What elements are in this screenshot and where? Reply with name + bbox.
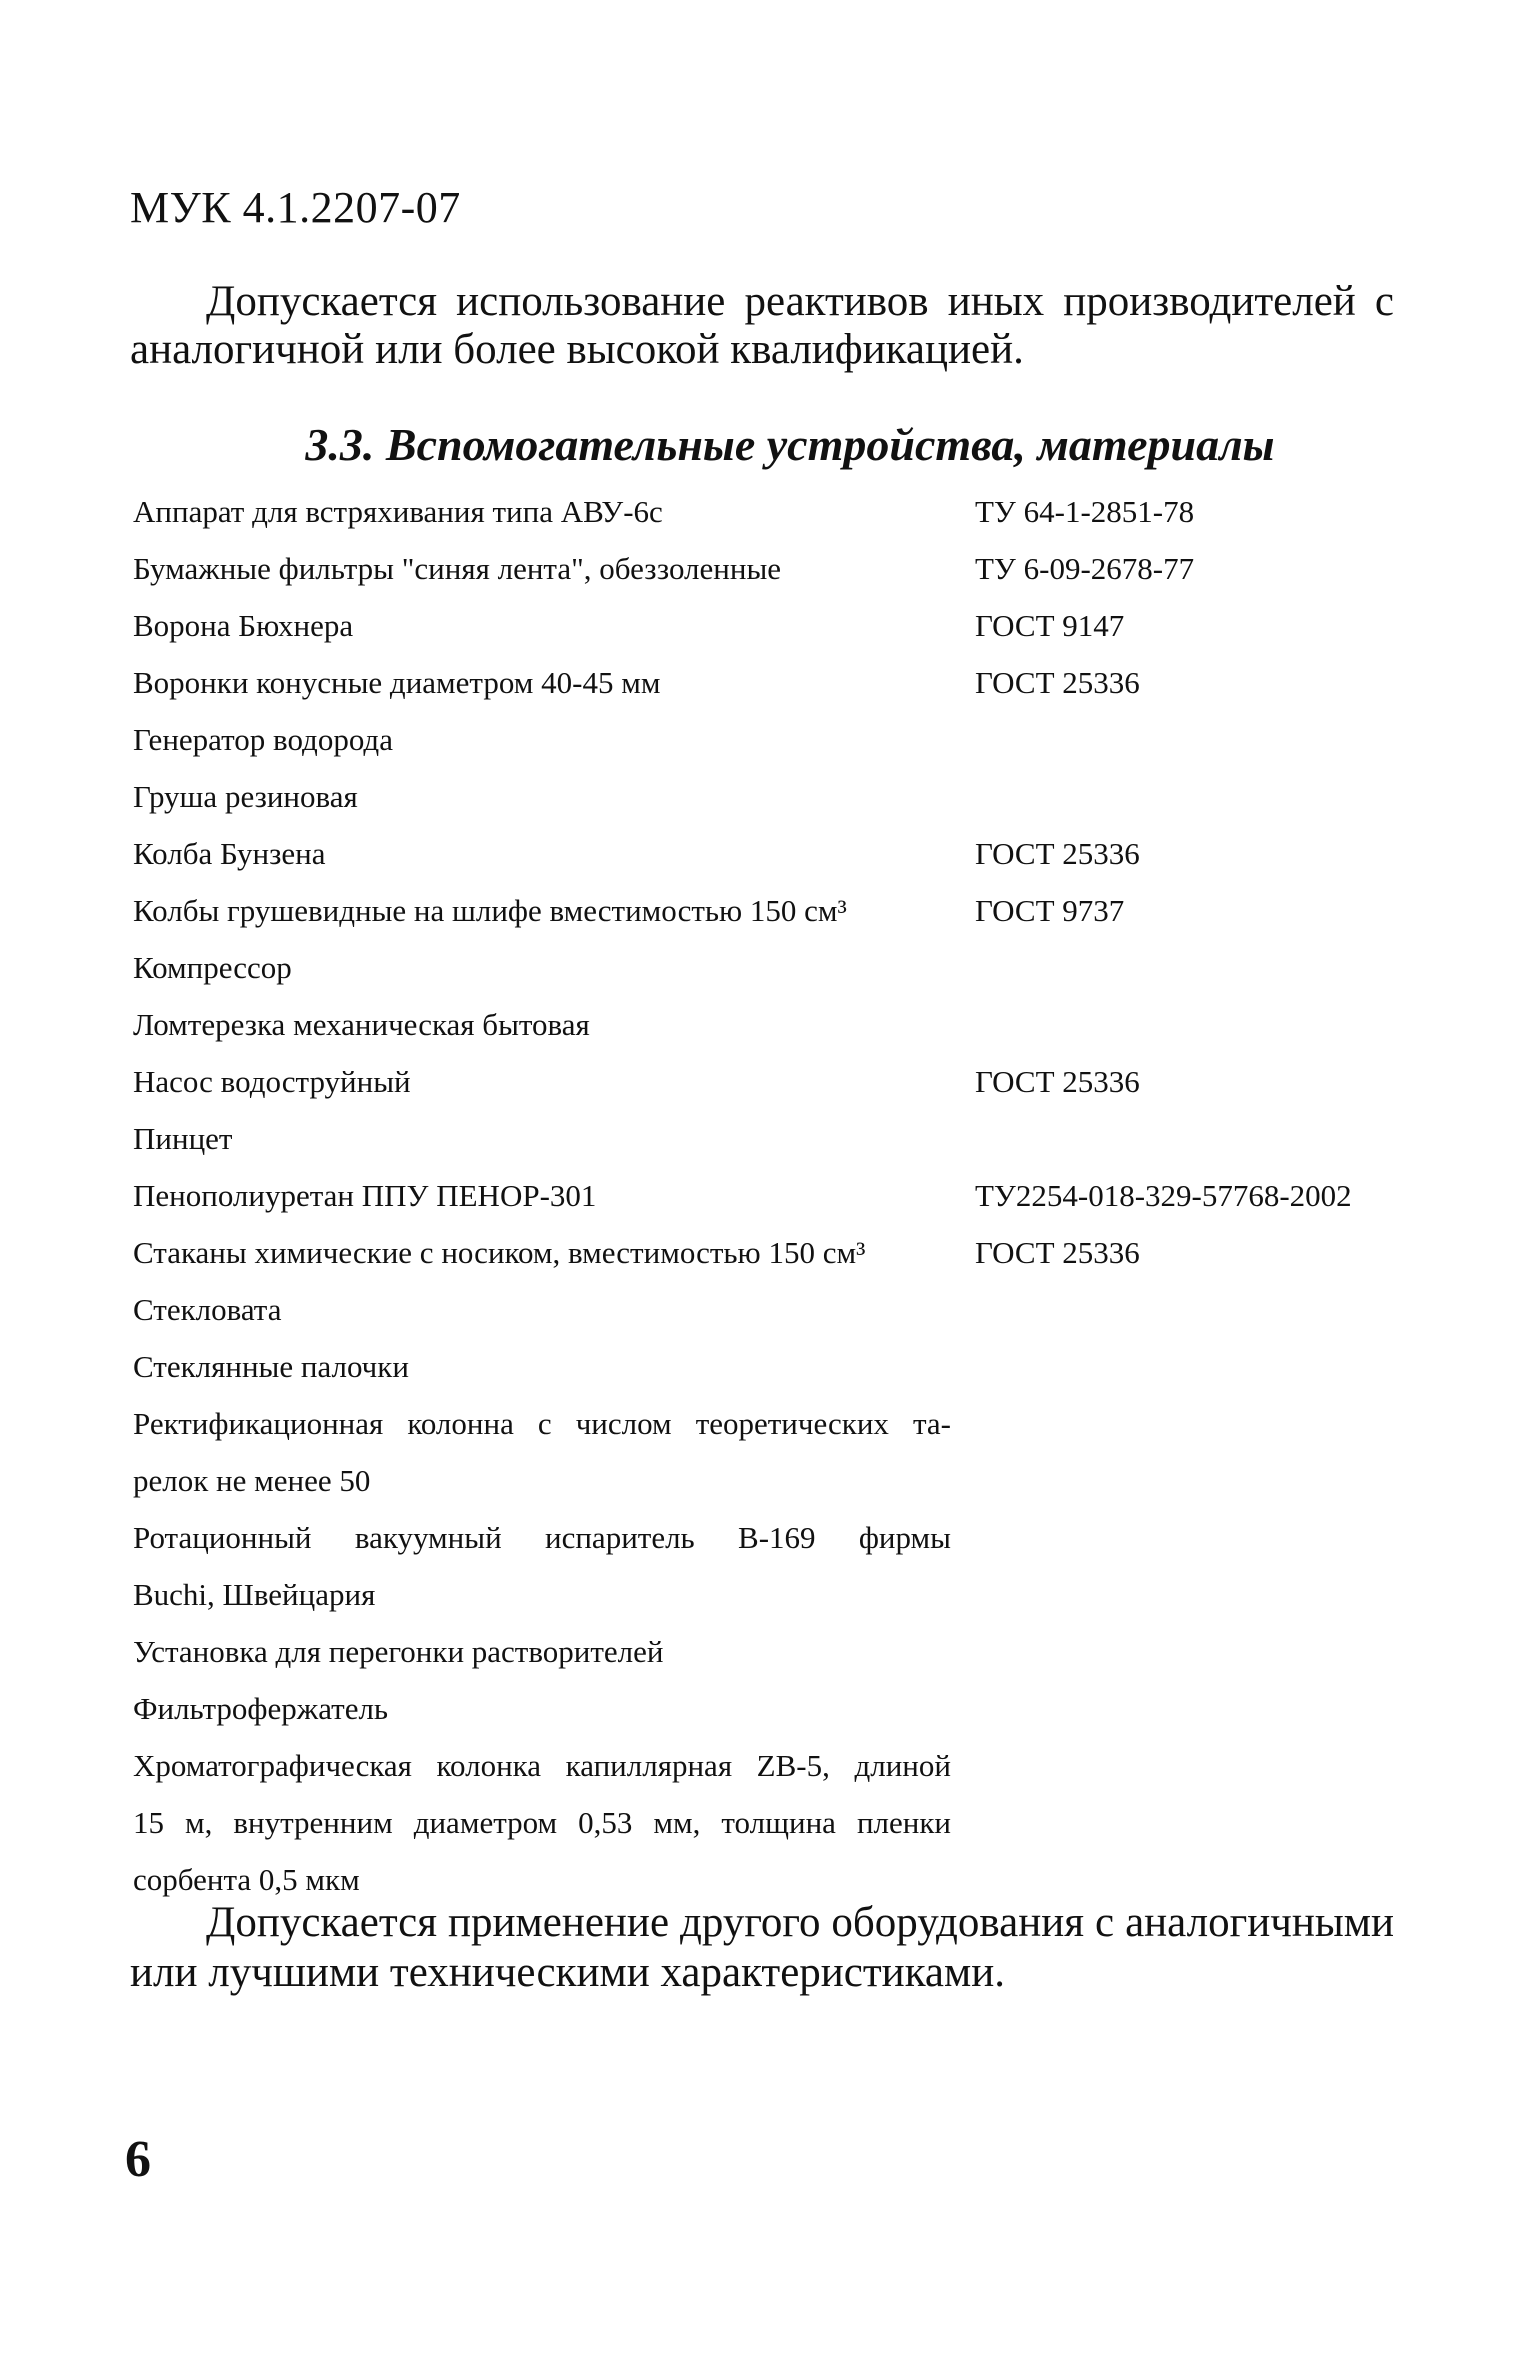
equipment-name: сорбента 0,5 мкм: [133, 1862, 360, 1897]
intro-paragraph-text: Допускается использование реактивов иных производителей с аналогичной или более высокой квалификацией.: [130, 278, 1394, 373]
equipment-name: Ломтерезка механическая бытовая: [133, 1007, 590, 1042]
outro-paragraph: [130, 1898, 1394, 1998]
equipment-row: [133, 1167, 1393, 1224]
equipment-name: Воронки конусные диаметром 40-45 мм: [133, 665, 661, 700]
equipment-row: [133, 1395, 1393, 1452]
equipment-standard: ТУ2254-018-329-57768-2002: [975, 1178, 1352, 1213]
equipment-name: Груша резиновая: [133, 779, 358, 814]
equipment-row: [133, 882, 1393, 939]
equipment-row: [133, 1566, 1393, 1623]
equipment-row: [133, 597, 1393, 654]
equipment-name: Колбы грушевидные на шлифе вместимостью 150 см³: [133, 893, 847, 928]
equipment-name: релок не менее 50: [133, 1463, 371, 1498]
equipment-row: [133, 939, 1393, 996]
equipment-name: 15 м, внутренним диаметром 0,53 мм, толщина пленки: [133, 1805, 951, 1840]
equipment-standard: ГОСТ 9147: [975, 608, 1125, 643]
equipment-list: [133, 483, 1393, 1908]
equipment-name: Стекловата: [133, 1292, 282, 1327]
equipment-row: [133, 1794, 1393, 1851]
equipment-row: [133, 1224, 1393, 1281]
equipment-name: Бумажные фильтры "синяя лента", обеззоленные: [133, 551, 782, 586]
equipment-name: Генератор водорода: [133, 722, 393, 757]
equipment-name: Компрессор: [133, 950, 292, 985]
equipment-name: Хроматографическая колонка капиллярная ZB-5, длиной: [133, 1748, 951, 1783]
equipment-name: Фильтрофержатель: [133, 1691, 389, 1726]
equipment-row: [133, 1509, 1393, 1566]
equipment-standard: ГОСТ 25336: [975, 665, 1140, 700]
equipment-row: [133, 711, 1393, 768]
section-number: 3.3.: [305, 419, 375, 470]
equipment-standard: ТУ 64-1-2851-78: [975, 494, 1195, 529]
section-heading: [0, 418, 1536, 471]
equipment-row: [133, 1680, 1393, 1737]
equipment-row: [133, 1338, 1393, 1395]
equipment-row: [133, 483, 1393, 540]
equipment-row: [133, 996, 1393, 1053]
equipment-name: Пинцет: [133, 1121, 233, 1156]
equipment-standard: ГОСТ 25336: [975, 1235, 1140, 1270]
equipment-row: [133, 1110, 1393, 1167]
page-number: 6: [125, 2131, 151, 2188]
equipment-name: Пенополиуретан ППУ ПЕНОР-301: [133, 1178, 597, 1213]
equipment-row: [133, 768, 1393, 825]
equipment-name: Аппарат для встряхивания типа АВУ-6с: [133, 494, 663, 529]
equipment-name: Колба Бунзена: [133, 836, 326, 871]
equipment-name: Ворона Бюхнера: [133, 608, 354, 643]
equipment-row: [133, 1737, 1393, 1794]
intro-paragraph: [130, 278, 1394, 374]
equipment-name: Buchi, Швейцария: [133, 1577, 376, 1612]
equipment-name: Ректификационная колонна с числом теоретических та-: [133, 1406, 951, 1441]
outro-paragraph-text: Допускается применение другого оборудования с аналогичными или лучшими техническими характеристиками.: [130, 1899, 1394, 1996]
equipment-name: Установка для перегонки растворителей: [133, 1634, 664, 1669]
equipment-name: Стеклянные палочки: [133, 1349, 409, 1384]
equipment-row: [133, 1623, 1393, 1680]
equipment-row: [133, 1281, 1393, 1338]
equipment-standard: ГОСТ 25336: [975, 836, 1140, 871]
equipment-row: [133, 654, 1393, 711]
section-title: Вспомогательные устройства, материалы: [385, 419, 1275, 470]
equipment-row: [133, 825, 1393, 882]
equipment-row: [133, 1452, 1393, 1509]
equipment-row: [133, 1053, 1393, 1110]
document-code: МУК 4.1.2207-07: [130, 183, 461, 232]
equipment-name: Насос водоструйный: [133, 1064, 411, 1099]
equipment-standard: ТУ 6-09-2678-77: [975, 551, 1195, 586]
equipment-name: Стаканы химические с носиком, вместимостью 150 см³: [133, 1235, 866, 1270]
equipment-name: Ротационный вакуумный испаритель В-169 фирмы: [133, 1520, 951, 1555]
equipment-standard: ГОСТ 25336: [975, 1064, 1140, 1099]
equipment-standard: ГОСТ 9737: [975, 893, 1125, 928]
equipment-row: [133, 540, 1393, 597]
